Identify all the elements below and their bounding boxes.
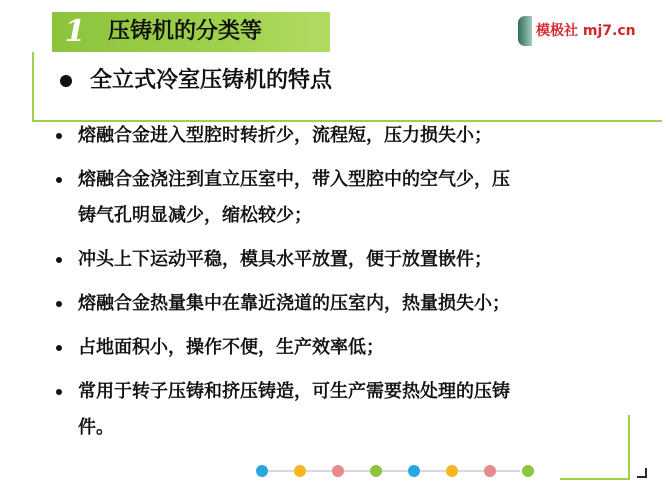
bullet-text-line: 熔融合金浇注到直立压室中，带入型腔中的空气少，压 <box>78 169 510 190</box>
bullet-text-line: 熔融合金热量集中在靠近浇道的压室内，热量损失小； <box>78 293 510 314</box>
bullet-text-line: 冲头上下运动平稳，模具水平放置，便于放置嵌件； <box>78 249 492 270</box>
footer-dot <box>446 465 458 477</box>
bullet-text-line: 铸气孔明显减少，缩松较少； <box>78 205 312 226</box>
footer-dot <box>484 465 496 477</box>
bullet-text-line: 熔融合金进入型腔时转折少，流程短，压力损失小； <box>78 125 492 146</box>
footer-dot <box>332 465 344 477</box>
bullet-dot-icon <box>56 257 62 263</box>
bullet-text-line: 常用于转子压铸和挤压铸造，可生产需要热处理的压铸 <box>78 381 510 402</box>
logo-text: 模极社 mj7.cn <box>536 23 636 39</box>
corner-frame-vertical <box>628 415 630 480</box>
section-number: 1 <box>64 14 86 49</box>
footer-dot <box>294 465 306 477</box>
corner-mark-icon <box>637 468 647 478</box>
slide-heading: 全立式冷室压铸机的特点 <box>90 68 333 93</box>
footer-dot <box>408 465 420 477</box>
bullet-dot-icon <box>56 133 62 139</box>
footer-dot <box>256 465 268 477</box>
bullet-text-line: 占地面积小，操作不便，生产效率低； <box>78 337 384 358</box>
bullet-dot-icon <box>56 301 62 307</box>
heading-bullet-icon <box>60 75 72 87</box>
section-title: 压铸机的分类等 <box>108 19 263 44</box>
footer-dot <box>522 465 534 477</box>
corner-frame-horizontal <box>560 478 630 480</box>
bullet-dot-icon <box>56 345 62 351</box>
bullet-dot-icon <box>56 389 62 395</box>
bullet-text-line: 件。 <box>78 417 114 438</box>
left-accent-line <box>32 52 34 122</box>
bullet-dot-icon <box>56 177 62 183</box>
logo-icon <box>518 16 532 46</box>
footer-dot <box>370 465 382 477</box>
